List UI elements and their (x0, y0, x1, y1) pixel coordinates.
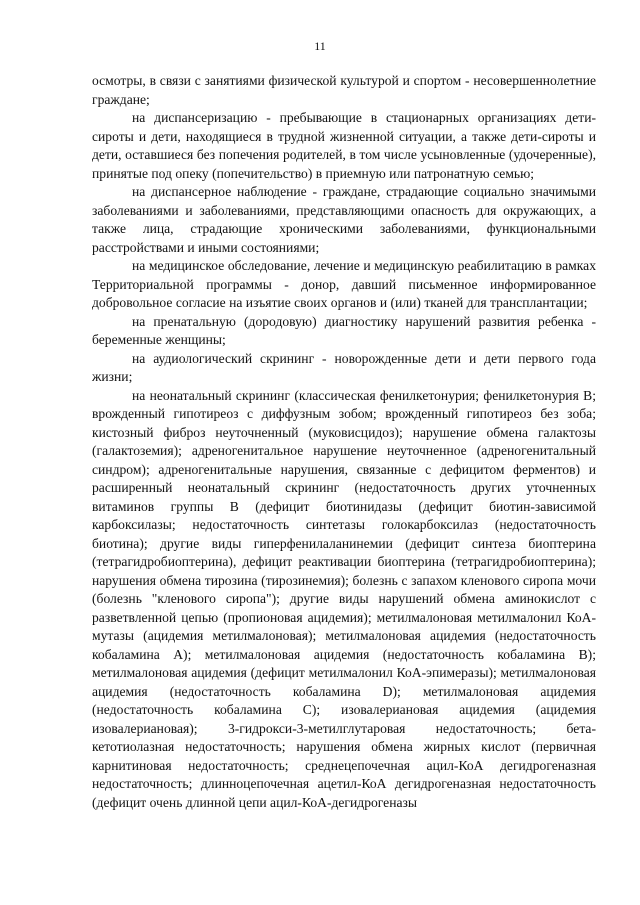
paragraph-dispanserization: на диспансеризацию - пребывающие в стационарных организациях дети-сироты и дети, находящиеся в трудной жизненной ситуации, а также дети-сироты и дети, оставшиеся без попечения родителей, в том числе усыновленные (удочеренные), принятые под опеку (попечительство) в приемную или патронатную семью; (92, 110, 596, 181)
paragraph-neonatal-screening: на неонатальный скрининг (классическая фенилкетонурия; фенилкетонурия B; врожденный гипотиреоз с диффузным зобом; врожденный гипотиреоз без зоба; кистозный фиброз неуточненный (муковисцидоз); нарушение обмена галактозы (галактоземия); адреногенитальное нарушение неуточненное (адреногенитальный синдром); адреногенитальные нарушения, связанные с дефицитом ферментов) и расширенный неонатальный скрининг (недостаточность других уточненных витаминов группы B (дефицит биотинидазы (дефицит биотин-зависимой карбоксилазы; недостаточность синтетазы голокарбоксилаз (недостаточность биотина); другие виды гиперфенилаланинемии (дефицит синтеза биоптерина (тетрагидробиоптерина), дефицит реактивации биоптерина (тетрагидробиоптерина); нарушения обмена тирозина (тирозинемия); болезнь с запахом кленового сиропа мочи (болезнь "кленового сиропа"); другие виды нарушений обмена аминокислот с разветвленной цепью (пропионовая ацидемия); метилмалоновая метилмалонил КоА-мутазы (ацидемия метилмалоновая); метилмалоновая ацидемия (недостаточность кобаламина A); метилмалоновая ацидемия (недостаточность кобаламина B); метилмалоновая ацидемия (дефицит метилмалонил КоА-эпимеразы); метилмалоновая ацидемия (недостаточность кобаламина D); метилмалоновая ацидемия (недостаточность кобаламина C); изовалериановая ацидемия (ацидемия изовалериановая); 3-гидрокси-3-метилглутаровая недостаточность; бета-кетотиолазная недостаточность; нарушения обмена жирных кислот (первичная карнитиновая недостаточность; среднецепочечная ацил-КоА дегидрогеназная недостаточность; длинноцепочечная ацетил-КоА дегидрогеназная недостаточность (дефицит очень длинной цепи ацил-КоА-дегидрогеназы (92, 387, 596, 810)
page-number: 11 (314, 39, 326, 53)
document-body (92, 72, 596, 812)
paragraph-donor-examination: на медицинское обследование, лечение и медицинскую реабилитацию в рамках Территориальной программы - донор, давший письменное информированное добровольное согласие на изъятие своих органов и (или) тканей для трансплантации; (92, 258, 596, 310)
paragraph-prenatal-diagnostics: на пренатальную (дородовую) диагностику нарушений развития ребенка - беременные женщины; (92, 313, 596, 347)
paragraph-dispensary-observation: на диспансерное наблюдение - граждане, страдающие социально значимыми заболеваниями и заболеваниями, представляющими опасность для окружающих, а также лица, страдающие хроническими заболеваниями, функциональными расстройствами и иными состояниями; (92, 184, 596, 255)
paragraph-audiological-screening: на аудиологический скрининг - новорожденные дети и дети первого года жизни; (92, 350, 596, 384)
paragraph-continuation: осмотры, в связи с занятиями физической культурой и спортом - несовершеннолетние граждане; (92, 73, 596, 107)
